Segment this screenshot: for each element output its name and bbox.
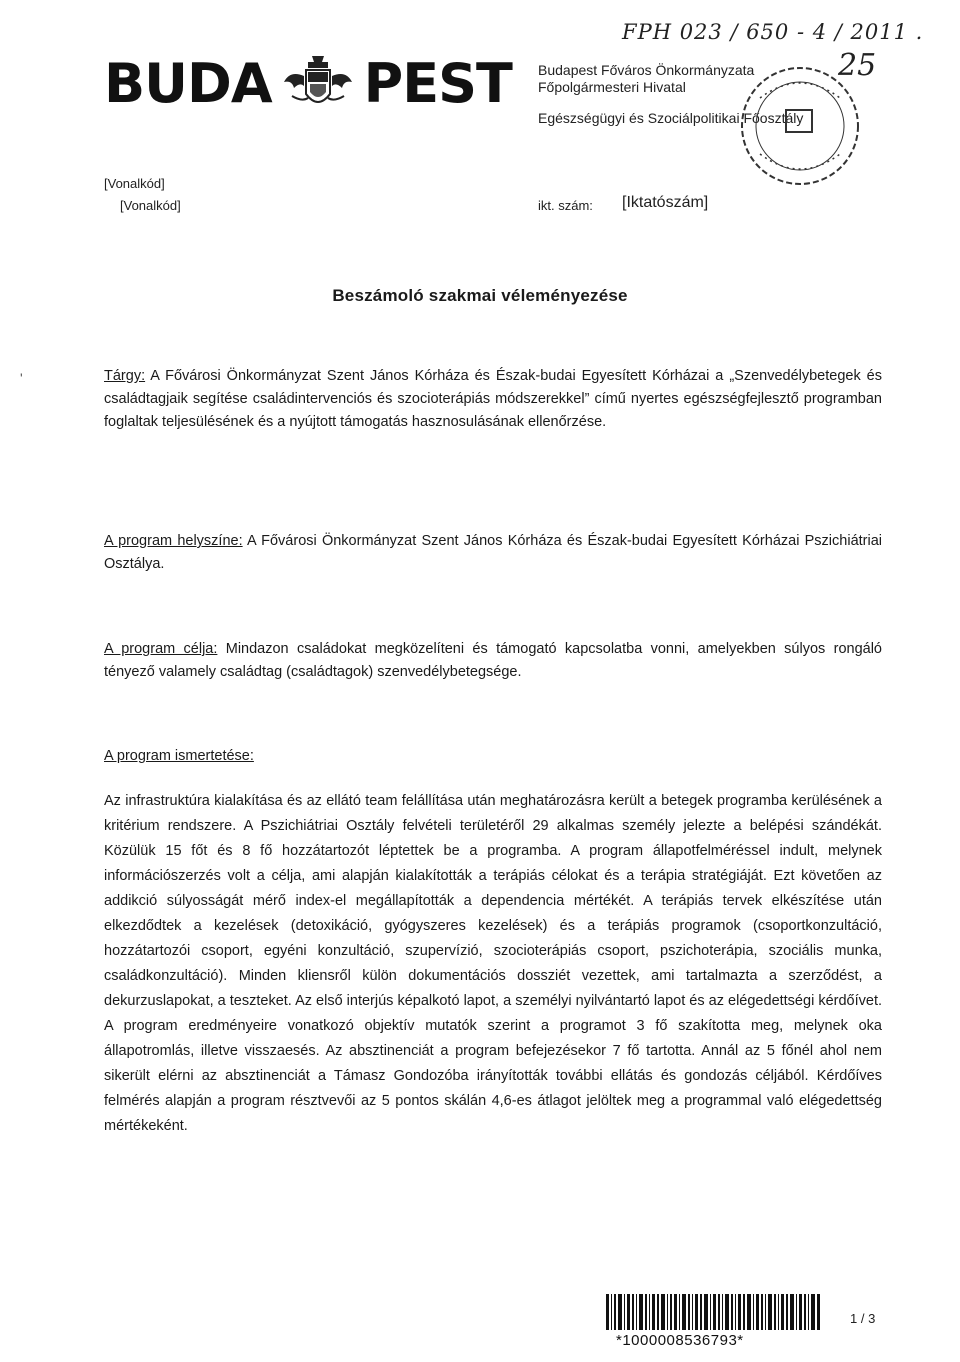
ikt-value: [Iktatószám]: [622, 194, 709, 211]
barcode-icon: [606, 1294, 820, 1330]
page-number: 1 / 3: [850, 1311, 876, 1326]
description-heading: A program ismertetése:: [104, 748, 254, 764]
location-paragraph: [104, 530, 882, 576]
location-text: A Fővárosi Önkormányzat Szent János Kórháza és Észak-budai Egyesített Kórházai Pszichiátriai Osztálya.: [104, 533, 882, 572]
barcode-placeholder-2: [Vonalkód]: [120, 198, 181, 213]
logo-text-left: BUDA: [104, 52, 272, 115]
office-line-1: Budapest Főváros Önkormányzata: [538, 62, 755, 78]
barcode-number: *1000008536793*: [616, 1332, 744, 1349]
logo-text-right: PEST: [363, 52, 512, 115]
page-title: Beszámoló szakmai véleményezése: [332, 286, 628, 305]
department-name: Egészségügyi és Szociálpolitikai Főosztály: [538, 110, 804, 126]
handwritten-file-number: FPH 023 / 650 - 4 / 2011 .: [622, 20, 924, 44]
official-stamp-icon: [690, 58, 890, 198]
goal-text: Mindazon családokat megközelíteni és támogató kapcsolatba vonni, amelyekben súlyos rongáló tényező valamely családtag (családtagok) szenvedélybetegsége.: [104, 641, 882, 680]
coat-of-arms-icon: [278, 54, 358, 114]
budapest-logo: [104, 52, 512, 115]
location-label: A program helyszíne:: [104, 533, 243, 549]
ikt-label: ikt. szám:: [538, 198, 593, 213]
goal-label: A program célja:: [104, 641, 218, 657]
subject-label: Tárgy:: [104, 368, 146, 384]
margin-mark: ': [20, 370, 23, 386]
office-line-2: Főpolgármesteri Hivatal: [538, 79, 686, 95]
subject-paragraph: [104, 365, 882, 434]
goal-paragraph: [104, 638, 882, 684]
barcode-placeholder-1: [Vonalkód]: [104, 176, 165, 191]
description-paragraph: Az infrastruktúra kialakítása és az ellátó team felállítása után meghatározásra került a betegek programba kerülésének a kritérium rendszere. A Pszichiátriai Osztály felvételi területéről 29 alkalmas személy jelezte a belépési szándékát. Közülük 15 főt és 8 fő hozzátartozót léptettek be a programba. A program állapotfelméréssel indult, melynek információszerzés volt a célja, ami alapján kialakították a terápiás célokat és a terápia stratégiáját. Ezt követően az addikció súlyosságát mérő index-el megállapították a dependencia mértékét. A terápiás tervek elkészítése után elkezdődtek a kezelések (detoxikáció, gyógyszeres kezelések) és a terápiás programok (csoportkonzultáció, hozzátartozói csoport, egyéni konzultáció, szupervízió, szocioterápiás csoport, pszichoterápia, szociális munka, családkonzultáció). Minden kliensről külön dokumentációs dossziét vezettek, ami tartalmazta a szerződést, a dekurzuslapokat, a teszteket. Az első interjús képalkotó lapot, a személyi nyilvántartó lapot és az elégedettségi kérdőívet. A program eredményeire vonatkozó objektív mutatók szerint a programot 3 fő szakította meg, melynek oka állapotromlás, illetve visszaesés. Az absztinenciát a program befejezésekor 7 fő tartotta. Annál az 5 főnél ahol nem sikerült elérni az absztinenciát a Támasz Gondozóba irányították további ellátás és gondozás céljából. Kérdőíves felmérés alapján a program résztvevői az 5 pontos skálán 4,6-es átlagot jelöltek meg a programmal való elégedettség mértékeként.: [104, 793, 882, 1134]
handwritten-mark: 25: [838, 48, 877, 83]
subject-text: A Fővárosi Önkormányzat Szent János Kórháza és Észak-budai Egyesített Kórházai a „Szenvedélybetegek és családtagjaik segítése családintervenciós és szocioterápiás módszerekkel” című nyertes egészségfejlesztő programban foglaltak teljesülésének és a nyújtott támogatás hasznosulásának ellenőrzése.: [104, 368, 882, 430]
